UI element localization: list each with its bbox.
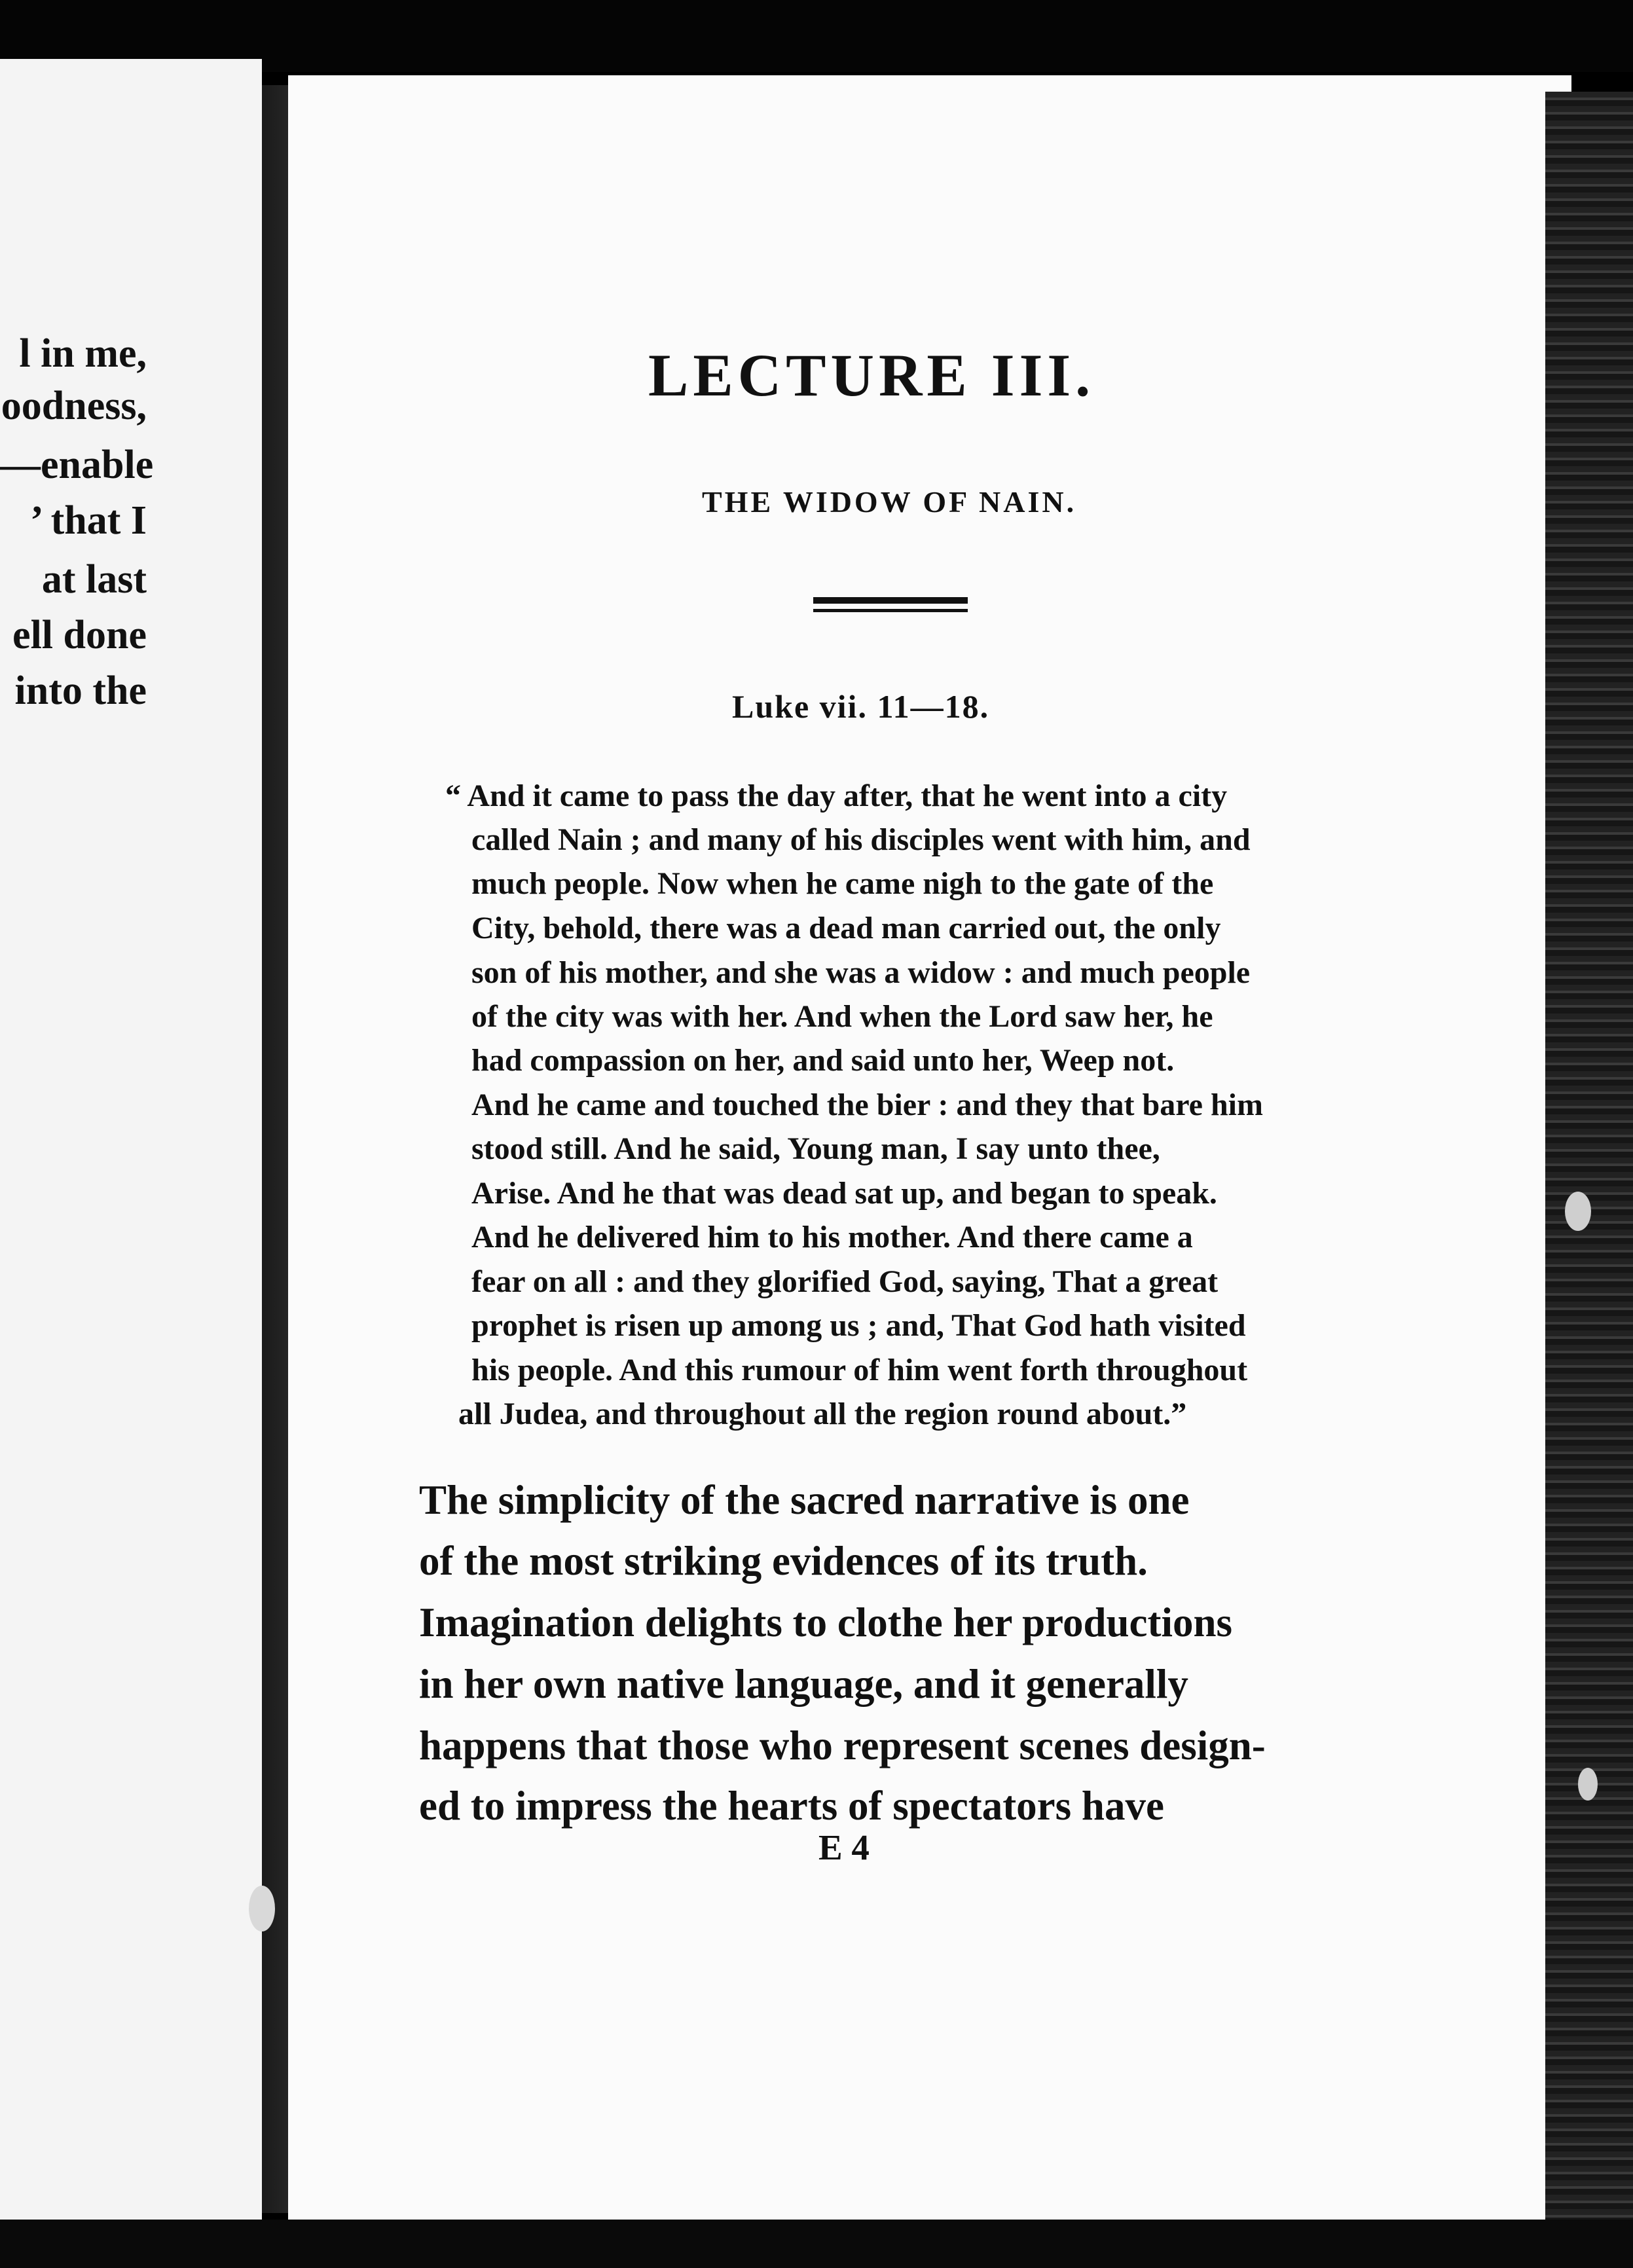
- paragraph-line: in her own native language, and it generally: [419, 1661, 1188, 1707]
- ornamental-rule: [813, 609, 968, 612]
- left-page-line: l in me,: [19, 331, 147, 376]
- left-page-line: —enable: [0, 443, 154, 487]
- paragraph-line: happens that those who represent scenes design-: [419, 1723, 1266, 1768]
- quotation-line: his people. And this rumour of him went forth throughout: [471, 1353, 1248, 1387]
- quotation-line: stood still. And he said, Young man, I say unto thee,: [471, 1131, 1160, 1166]
- scan-background-bottom: [0, 2220, 1633, 2268]
- paragraph-line: The simplicity of the sacred narrative is one: [419, 1477, 1190, 1523]
- left-page-line: ell done: [12, 613, 147, 657]
- quotation-line: Arise. And he that was dead sat up, and began to speak.: [471, 1176, 1217, 1211]
- paragraph-line: of the most striking evidences of its truth.: [419, 1538, 1148, 1584]
- quotation-line: fear on all : and they glorified God, saying, That a great: [471, 1264, 1219, 1299]
- quotation-line: “ And it came to pass the day after, that he went into a city: [445, 778, 1228, 813]
- left-page-line: ’ that I: [30, 498, 147, 543]
- left-page-line: at last: [41, 557, 147, 602]
- quotation-line: And he came and touched the bier : and they that bare him: [471, 1088, 1263, 1122]
- left-page-line: into the: [14, 668, 147, 713]
- left-page-line: oodness,: [1, 384, 147, 428]
- scripture-reference: Luke vii. 11—18.: [732, 688, 990, 725]
- quotation-line: all Judea, and throughout all the region round about.”: [458, 1397, 1187, 1431]
- signature-mark: E 4: [818, 1827, 870, 1867]
- lecture-subtitle: THE WIDOW OF NAIN.: [702, 485, 1077, 519]
- quotation-line: City, behold, there was a dead man carried out, the only: [471, 911, 1221, 945]
- quotation-line: of the city was with her. And when the Lord saw her, he: [471, 999, 1213, 1034]
- quotation-line: son of his mother, and she was a widow : and much people: [471, 955, 1251, 990]
- paragraph-line: ed to impress the hearts of spectators have: [419, 1783, 1164, 1829]
- quotation-line: much people. Now when he came nigh to the gate of the: [471, 866, 1214, 901]
- quotation-line: had compassion on her, and said unto her, Weep not.: [471, 1043, 1175, 1078]
- lecture-title: LECTURE III.: [648, 342, 1095, 409]
- page-edge-right: [1545, 92, 1633, 2226]
- ornamental-rule: [813, 597, 968, 604]
- paragraph-line: Imagination delights to clothe her productions: [419, 1600, 1233, 1645]
- quotation-line: prophet is risen up among us ; and, That God hath visited: [471, 1308, 1246, 1343]
- quotation-line: And he delivered him to his mother. And there came a: [471, 1220, 1193, 1254]
- paper-damage-mark: [249, 1886, 275, 1931]
- paper-damage-mark: [1565, 1192, 1591, 1231]
- paper-damage-mark: [1578, 1768, 1598, 1801]
- quotation-line: called Nain ; and many of his disciples went with him, and: [471, 822, 1251, 857]
